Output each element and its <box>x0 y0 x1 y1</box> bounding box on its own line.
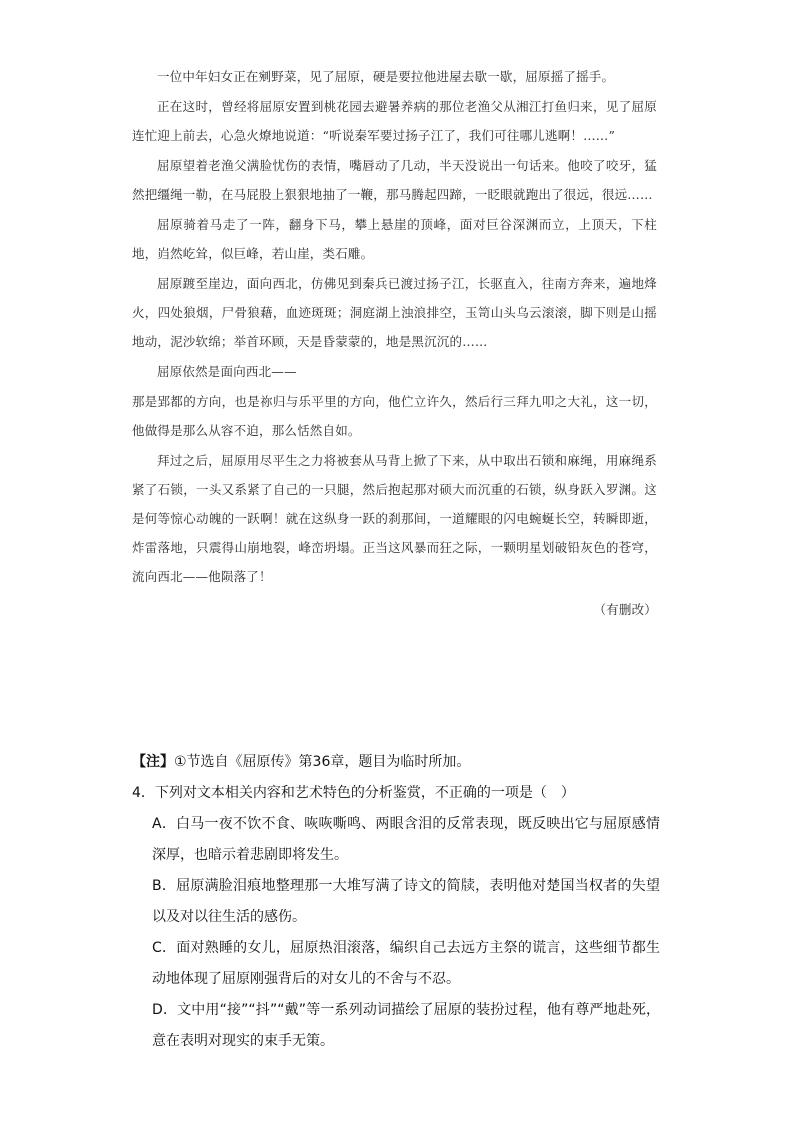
source-note: （有删改） <box>593 602 657 617</box>
story-paragraph: 屈原骑着马走了一阵，翻身下马，攀上悬崖的顶峰，面对巨谷深渊而立，上顶天，下柱地，岿然屹耸，似巨峰，若山崖，类石雕。 <box>132 217 657 261</box>
story-paragraph: 屈原望着老渔父满脸忧伤的表情，嘴唇动了几动，半天没说出一句话来。他咬了咬牙，猛然把缰绳一勒，在马屁股上狠狠地抽了一鞭，那马腾起四蹄，一眨眼就跑出了很远，很远…… <box>132 158 657 202</box>
option-c: C．面对熟睡的女儿，屈原热泪滚落，编织自己去远方主祭的谎言，这些细节都生动地体现了屈原刚强背后的对女儿的不舍与不忍。 <box>152 940 660 987</box>
footnote-text: ①节选自《屈原传》第36章，题目为临时所加。 <box>174 754 471 770</box>
story-excerpt <box>132 62 657 624</box>
option-d: D．文中用“接”“抖”“戴”等一系列动词描绘了屈原的装扮过程，他有尊严地赴死，意在表明对现实的束手无策。 <box>152 1002 660 1049</box>
footnote-tag: 【注】 <box>132 754 174 770</box>
story-paragraph: 那是郢都的方向，也是祢归与乐平里的方向，他伫立许久，然后行三拜九叩之大礼，这一切，他做得是那么从容不迫，那么恬然自如。 <box>132 394 657 438</box>
option-a: A．白马一夜不饮不食、咴咴嘶鸣、两眼含泪的反常表现，既反映出它与屈原感情深厚，也暗示着悲剧即将发生。 <box>152 816 660 863</box>
story-paragraph: 正在这时，曾经将屈原安置到桃花园去避暑养病的那位老渔父从湘江打鱼归来，见了屈原连忙迎上前去，心急火燎地说道：“听说秦军要过扬子江了，我们可往哪儿逃啊！……” <box>132 99 657 143</box>
option-b: B．屈原满脸泪痕地整理那一大堆写满了诗文的简牍，表明他对楚国当权者的失望以及对以往生活的感伤。 <box>152 878 660 925</box>
story-paragraph: 拜过之后，屈原用尽平生之力将被套从马背上掀了下来，从中取出石锁和麻绳，用麻绳系紧了石锁，一头又系紧了自己的一只腿，然后抱起那对硕大而沉重的石锁，纵身跃入罗渊。这是何等惊心动魄的一跃啊！就在这纵身一跃的刹那间，一道耀眼的闪电蜿蜒长空，转瞬即逝，炸雷落地，只震得山崩地裂，峰峦坍塌。正当这风暴而狂之际，一颗明星划破铅灰色的苍穹，流向西北——他陨落了！ <box>132 453 657 584</box>
story-paragraph: 屈原依然是面向西北—— <box>157 364 297 379</box>
question-stem: 4．下列对文本相关内容和艺术特色的分析鉴赏，不正确的一项是（ ） <box>132 785 575 801</box>
footnote <box>132 747 662 777</box>
story-paragraph: 一位中年妇女正在剜野菜，见了屈原，硬是要拉他进屋去歇一歇，屈原摇了摇手。 <box>157 69 615 84</box>
question-block <box>132 778 660 1057</box>
story-paragraph: 屈原踱至崖边，面向西北，仿佛见到秦兵已渡过扬子江，长驱直入，往南方奔来，遍地烽火，四处狼烟，尸骨狼藉，血迹斑斑；洞庭湖上浊浪排空，玉笥山头乌云滚滚，脚下则是山摇地动，泥沙软绵；举首环顾，天是昏蒙蒙的，地是黑沉沉的…… <box>132 276 657 349</box>
